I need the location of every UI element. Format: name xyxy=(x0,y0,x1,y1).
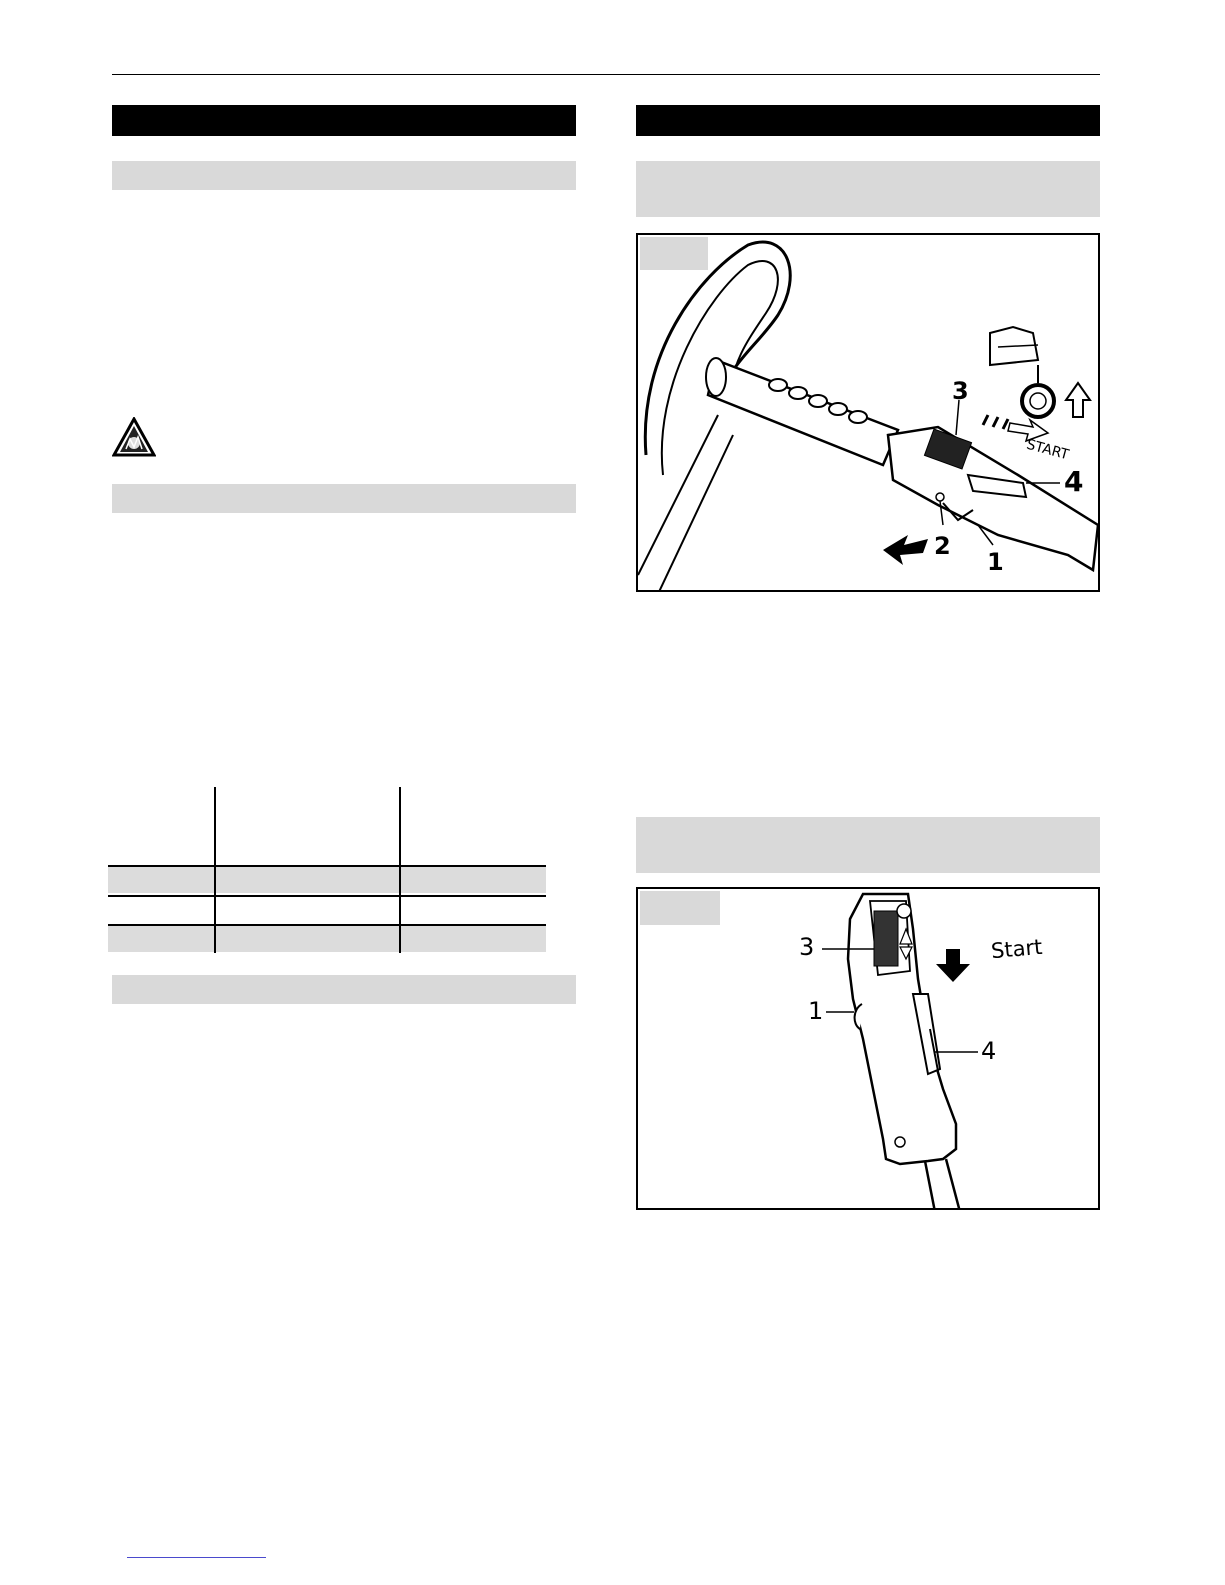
figure-2-control-handle xyxy=(636,887,1100,1210)
left-subsection-1 xyxy=(112,161,576,190)
header-rule xyxy=(112,74,1100,75)
figure-1-start-label: START xyxy=(1024,436,1071,464)
figure-1-label-4: 4 xyxy=(1064,465,1084,498)
left-section-bar xyxy=(112,105,576,136)
data-table xyxy=(108,787,546,953)
left-subsection-2 xyxy=(112,484,576,513)
figure-1-throttle-handle xyxy=(636,233,1100,592)
figure-2-start-label: Start xyxy=(990,934,1044,964)
figure-1-label-3: 3 xyxy=(952,377,969,405)
explosion-warning-icon xyxy=(112,417,156,457)
table-row xyxy=(108,867,546,893)
figure-2-label-1: 1 xyxy=(808,997,824,1025)
throttle-handle-drawing xyxy=(638,235,1100,592)
figure-1-label-2: 2 xyxy=(934,532,951,560)
figure-1-label-1: 1 xyxy=(987,548,1004,576)
table-row xyxy=(108,926,546,952)
right-section-bar xyxy=(636,105,1100,136)
left-subsection-3 xyxy=(112,975,576,1004)
footer-link-underline[interactable] xyxy=(127,1557,266,1558)
figure-2-label-4: 4 xyxy=(981,1037,997,1065)
right-subsection-1 xyxy=(636,161,1100,217)
right-subsection-2 xyxy=(636,817,1100,873)
figure-2-label-3: 3 xyxy=(799,933,815,961)
